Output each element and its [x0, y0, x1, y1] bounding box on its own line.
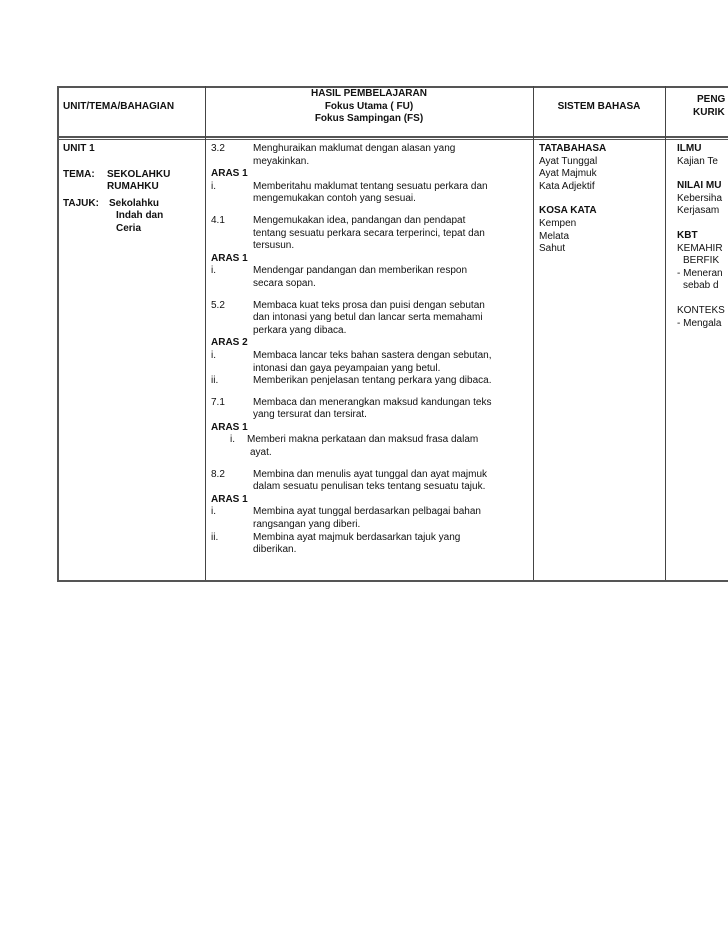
hasil-number: i.: [211, 349, 216, 361]
hasil-number: i.: [211, 180, 216, 192]
header-hasil-pembelajaran: [205, 88, 533, 126]
tatabahasa-item: Kata Adjektif: [539, 180, 595, 192]
tajuk-label: TAJUK:: [63, 197, 99, 209]
hasil-number: 7.1: [211, 396, 225, 408]
kosa-kata-heading: KOSA KATA: [539, 205, 597, 217]
hasil-line: [211, 350, 531, 363]
ilmu-item: Kajian Te: [677, 155, 718, 167]
kbt-item: KEMAHIR: [677, 242, 723, 254]
hasil-text: Memberitahu maklumat tentang sesuatu perkara dan: [253, 180, 488, 192]
hasil-text: tersusun.: [253, 240, 295, 252]
hasil-line: [211, 494, 531, 507]
header-pengisian: [693, 94, 726, 119]
hasil-text: Membina ayat majmuk berdasarkan tajuk yang: [253, 531, 461, 543]
hasil-number: i.: [230, 434, 235, 446]
hasil-text: Menghuraikan maklumat dengan alasan yang: [253, 143, 456, 154]
hasil-line: [211, 397, 531, 410]
hasil-line: [211, 156, 531, 169]
tajuk-line2: Indah dan: [116, 210, 164, 222]
aras-label: ARAS 1: [211, 252, 248, 264]
hasil-text: Memberi makna perkataan dan maksud frasa dalam: [247, 434, 479, 446]
hasil-text: meyakinkan.: [253, 155, 310, 167]
hasil-text: secara sopan.: [253, 277, 316, 289]
tatabahasa-item: Ayat Tunggal: [539, 155, 598, 167]
header-pengisian-line2: KURIK: [693, 106, 725, 118]
hasil-text: tentang sesuatu perkara secara terperinci, tepat dan: [253, 227, 485, 239]
header-hasil-line2: Fokus Utama ( FU): [324, 100, 414, 112]
hasil-text: Membaca kuat teks prosa dan puisi dengan sebutan: [253, 299, 485, 311]
hasil-line: [211, 312, 531, 325]
hasil-line: [211, 337, 531, 350]
hasil-line: [211, 300, 531, 313]
kbt-item: BERFIK: [683, 255, 720, 267]
hasil-text: Memberikan penjelasan tentang perkara yang dibaca.: [253, 375, 492, 387]
kosa-kata-item: Sahut: [539, 243, 566, 255]
konteks-item: - Mengala: [677, 317, 722, 329]
hasil-text: rangsangan yang diberi.: [253, 519, 361, 531]
hasil-text: dan intonasi yang betul dan lancar serta memahami: [253, 312, 483, 324]
aras-label: ARAS 1: [211, 421, 248, 433]
hasil-text: ayat.: [250, 447, 272, 459]
hasil-line: [211, 506, 531, 519]
header-divider-inner: [57, 139, 728, 140]
konteks-heading: KONTEKS: [677, 304, 725, 316]
hasil-line: [211, 193, 531, 206]
hasil-text: Membaca dan menerangkan maksud kandungan teks: [253, 396, 492, 408]
ilmu-heading: ILMU: [677, 143, 702, 154]
hasil-line: [211, 253, 531, 266]
hasil-number: ii.: [211, 531, 219, 543]
header-hasil-line3: Fokus Sampingan (FS): [314, 113, 424, 125]
nilai-heading: NILAI MU: [677, 180, 722, 192]
hasil-line: [211, 422, 531, 435]
hasil-line: [211, 228, 531, 241]
tema-line1: SEKOLAHKU: [107, 168, 171, 180]
hasil-line: [211, 519, 531, 532]
tema-line2: RUMAHKU: [107, 181, 159, 193]
header-hasil-line1: HASIL PEMBELAJARAN: [311, 88, 427, 99]
kbt-item: sebab d: [683, 280, 719, 292]
column-divider-2: [533, 86, 534, 580]
hasil-text: intonasi dan gaya peyampaian yang betul.: [253, 362, 441, 374]
hasil-line: [211, 434, 531, 447]
hasil-number: 4.1: [211, 214, 225, 226]
hasil-number: 3.2: [211, 143, 225, 154]
header-pengisian-line1: PENG: [697, 94, 726, 105]
kbt-heading: KBT: [677, 229, 698, 241]
hasil-line: [211, 447, 531, 460]
hasil-line: [211, 325, 531, 338]
hasil-text: Membina dan menulis ayat tunggal dan ayat majmuk: [253, 468, 488, 480]
hasil-line: [211, 278, 531, 291]
unit-label: UNIT 1: [63, 143, 95, 154]
hasil-line: [211, 544, 531, 557]
hasil-line: [211, 181, 531, 194]
hasil-line: [211, 240, 531, 253]
hasil-text: perkara yang dibaca.: [253, 324, 347, 336]
aras-label: ARAS 1: [211, 168, 248, 180]
hasil-text: yang tersurat dan tersirat.: [253, 409, 367, 421]
hasil-line: [211, 265, 531, 278]
hasil-line: [211, 168, 531, 181]
kosa-kata-item: Melata: [539, 230, 570, 242]
header-sistem-bahasa: SISTEM BAHASA: [557, 101, 641, 112]
hasil-line: [211, 409, 531, 422]
hasil-number: i.: [211, 265, 216, 277]
column-divider-1: [205, 86, 206, 580]
aras-label: ARAS 2: [211, 337, 248, 349]
hasil-line: [211, 363, 531, 376]
tajuk-line3: Ceria: [116, 222, 142, 234]
nilai-item: Kerjasam: [677, 205, 720, 217]
hasil-number: 8.2: [211, 468, 225, 480]
hasil-text: mengemukakan contoh yang sesuai.: [253, 193, 416, 205]
nilai-item: Kebersiha: [677, 192, 723, 204]
kosa-kata-item: Kempen: [539, 217, 577, 229]
hasil-line: [211, 215, 531, 228]
tajuk-line1: Sekolahku: [109, 197, 160, 209]
hasil-text: Membina ayat tunggal berdasarkan pelbagai bahan: [253, 506, 481, 518]
hasil-text: diberikan.: [253, 544, 297, 556]
hasil-number: ii.: [211, 375, 219, 387]
unit-column: [63, 143, 203, 236]
hasil-text: Mengemukakan idea, pandangan dan pendapat: [253, 214, 466, 226]
header-unit-tema: UNIT/TEMA/BAHAGIAN: [63, 101, 175, 112]
hasil-number: 5.2: [211, 299, 225, 311]
hasil-line: [211, 375, 531, 388]
tatabahasa-heading: TATABAHASA: [539, 143, 607, 154]
hasil-number: i.: [211, 506, 216, 518]
hasil-text: Membaca lancar teks bahan sastera dengan sebutan,: [253, 349, 492, 361]
hasil-text: Mendengar pandangan dan memberikan respon: [253, 265, 468, 277]
hasil-line: [211, 481, 531, 494]
hasil-line: [211, 143, 531, 156]
sistem-bahasa-column: [539, 143, 663, 256]
hasil-text: dalam sesuatu penulisan teks tentang sesuatu tajuk.: [253, 481, 486, 493]
pengisian-column: [677, 143, 728, 330]
hasil-line: [211, 532, 531, 545]
kbt-item: - Meneran: [677, 267, 723, 279]
hasil-pembelajaran-column: [211, 143, 531, 557]
column-divider-3: [665, 86, 666, 580]
tema-label: TEMA:: [63, 168, 95, 180]
hasil-line: [211, 469, 531, 482]
tatabahasa-item: Ayat Majmuk: [539, 168, 597, 180]
aras-label: ARAS 1: [211, 493, 248, 505]
header-divider: [57, 136, 728, 138]
